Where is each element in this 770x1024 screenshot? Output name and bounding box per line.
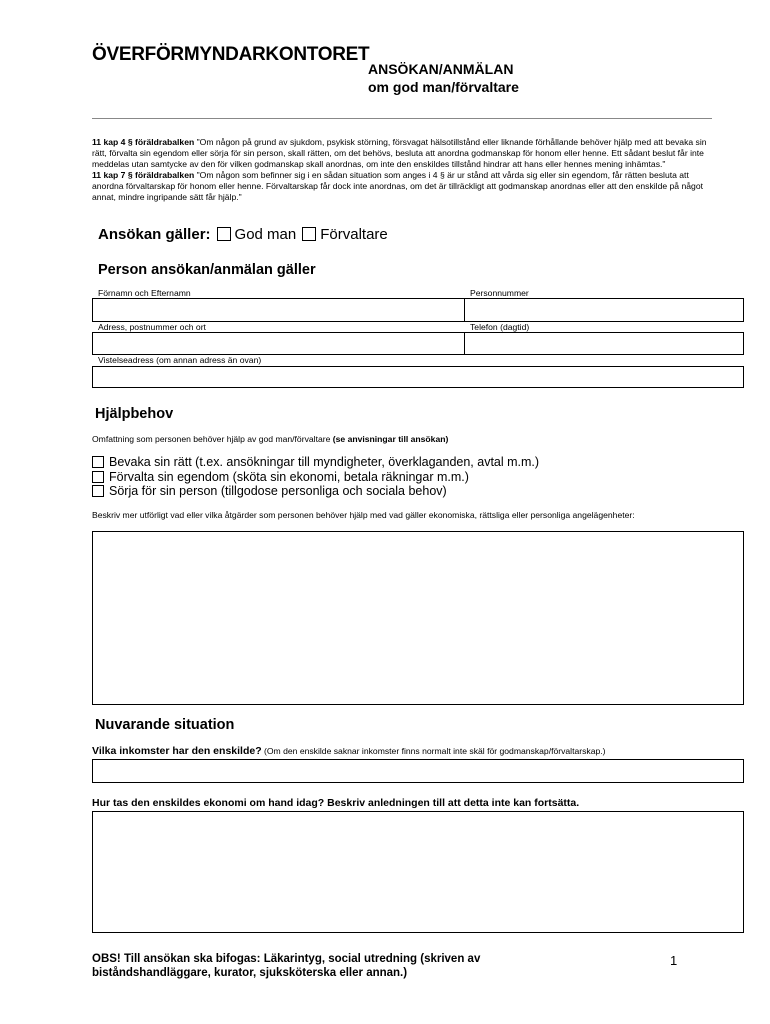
income-question-text: Vilka inkomster har den enskilde?: [92, 745, 262, 757]
god-man-label: God man: [234, 226, 297, 243]
income-note: (Om den enskilde saknar inkomster finns normalt inte skäl för godmanskap/förvaltarskap.): [261, 746, 606, 756]
forvaltare-label: Förvaltare: [320, 226, 388, 243]
help-intro-text: Omfattning som personen behöver hjälp av god man/förvaltare: [92, 434, 333, 444]
application-type-row: [98, 226, 388, 243]
name-pnr-row: [92, 298, 744, 322]
form-title-line1: ANSÖKAN/ANMÄLAN: [368, 61, 514, 77]
attachment-note-line1: OBS! Till ansökan ska bifogas: Läkarintyg, social utredning (skriven av: [92, 953, 481, 965]
help-need-label: Förvalta sin egendom (sköta sin ekonomi, betala räkningar m.m.): [109, 469, 469, 484]
forvaltare-checkbox[interactable]: [302, 227, 316, 241]
person-section-heading: Person ansökan/anmälan gäller: [98, 262, 316, 278]
stay-address-input[interactable]: [92, 366, 744, 388]
describe-textarea[interactable]: [92, 531, 744, 705]
help-need-item: [92, 455, 539, 470]
economy-question: Hur tas den enskildes ekonomi om hand idag? Beskriv anledningen till att detta inte kan fortsätta.: [92, 797, 580, 809]
legal-ref-2: 11 kap 7 § föräldrabalken: [92, 170, 195, 180]
phone-label: Telefon (dagtid): [470, 322, 530, 332]
attachment-note: [92, 952, 480, 980]
situation-section-heading: Nuvarande situation: [95, 717, 235, 733]
help-need-item: [92, 470, 539, 485]
organization-name: ÖVERFÖRMYNDARKONTORET: [92, 44, 370, 65]
name-label: Förnamn och Efternamn: [98, 288, 191, 298]
form-title-line2: om god man/förvaltare: [368, 79, 519, 95]
help-need-item: [92, 484, 539, 499]
god-man-checkbox[interactable]: [217, 227, 231, 241]
header-divider: [92, 118, 712, 119]
help-needs-list: [92, 455, 539, 499]
help-need-label: Sörja för sin person (tillgodose personliga och sociala behov): [109, 484, 447, 498]
income-question: [92, 745, 606, 757]
application-type-label: Ansökan gäller:: [98, 226, 211, 243]
legal-ref-1: 11 kap 4 § föräldrabalken: [92, 137, 195, 147]
sorja-person-checkbox[interactable]: [92, 485, 104, 497]
forvalta-egendom-checkbox[interactable]: [92, 471, 104, 483]
address-input[interactable]: [93, 333, 464, 354]
describe-label: Beskriv mer utförligt vad eller vilka åtgärder som personen behöver hjälp med vad gäller ekonomiska, rättsliga eller personliga angelägenheter:: [92, 510, 635, 520]
legal-text: [92, 137, 720, 203]
help-section-heading: Hjälpbehov: [95, 406, 174, 422]
stay-address-label: Vistelseadress (om annan adress än ovan): [98, 355, 262, 365]
help-intro-bold: (se anvisningar till ansökan): [332, 434, 449, 444]
help-intro: [92, 434, 448, 444]
name-input[interactable]: [93, 299, 464, 321]
phone-input[interactable]: [465, 333, 743, 354]
attachment-note-line2: biståndshandläggare, kurator, sjuksköterska eller annan.): [92, 967, 408, 979]
form-title: [368, 60, 519, 96]
page-number: 1: [670, 953, 678, 968]
income-input[interactable]: [92, 759, 744, 783]
bevaka-ratt-checkbox[interactable]: [92, 456, 104, 468]
economy-textarea[interactable]: [92, 811, 744, 933]
legal-text-2: "Om någon som befinner sig i en sådan situation som anges i 4 § är ur stånd att vårda sig eller sin egendom, får rätten besluta att anordna förvaltarskap för honom eller henne. Förvaltarskap får dock inte anordnas, om det är tillräckligt att godmanskap anordnas eller att den enskilde på något annat, mindre ingripande sätt får hjälp.": [92, 170, 703, 202]
address-label: Adress, postnummer och ort: [98, 322, 206, 332]
address-phone-row: [92, 332, 744, 355]
help-need-label: Bevaka sin rätt (t.ex. ansökningar till myndigheter, överklaganden, avtal m.m.): [109, 455, 540, 469]
legal-text-1: "Om någon på grund av sjukdom, psykisk störning, försvagat hälsotillstånd eller liknande förhållande behöver hjälp med att bevaka sin rätt, förvalta sin egendom eller sörja för sin person, skall rätten, om det behövs, besluta att anordna godmanskap för honom eller henne. Ett sådant beslut får inte meddelas utan samtycke av den för vilken godmanskap skall anordnas, om inte den enskildes tillstånd hindrar att hans eller hennes mening inhämtas.": [92, 137, 707, 169]
pnr-label: Personnummer: [470, 288, 529, 298]
pnr-input[interactable]: [465, 299, 743, 321]
